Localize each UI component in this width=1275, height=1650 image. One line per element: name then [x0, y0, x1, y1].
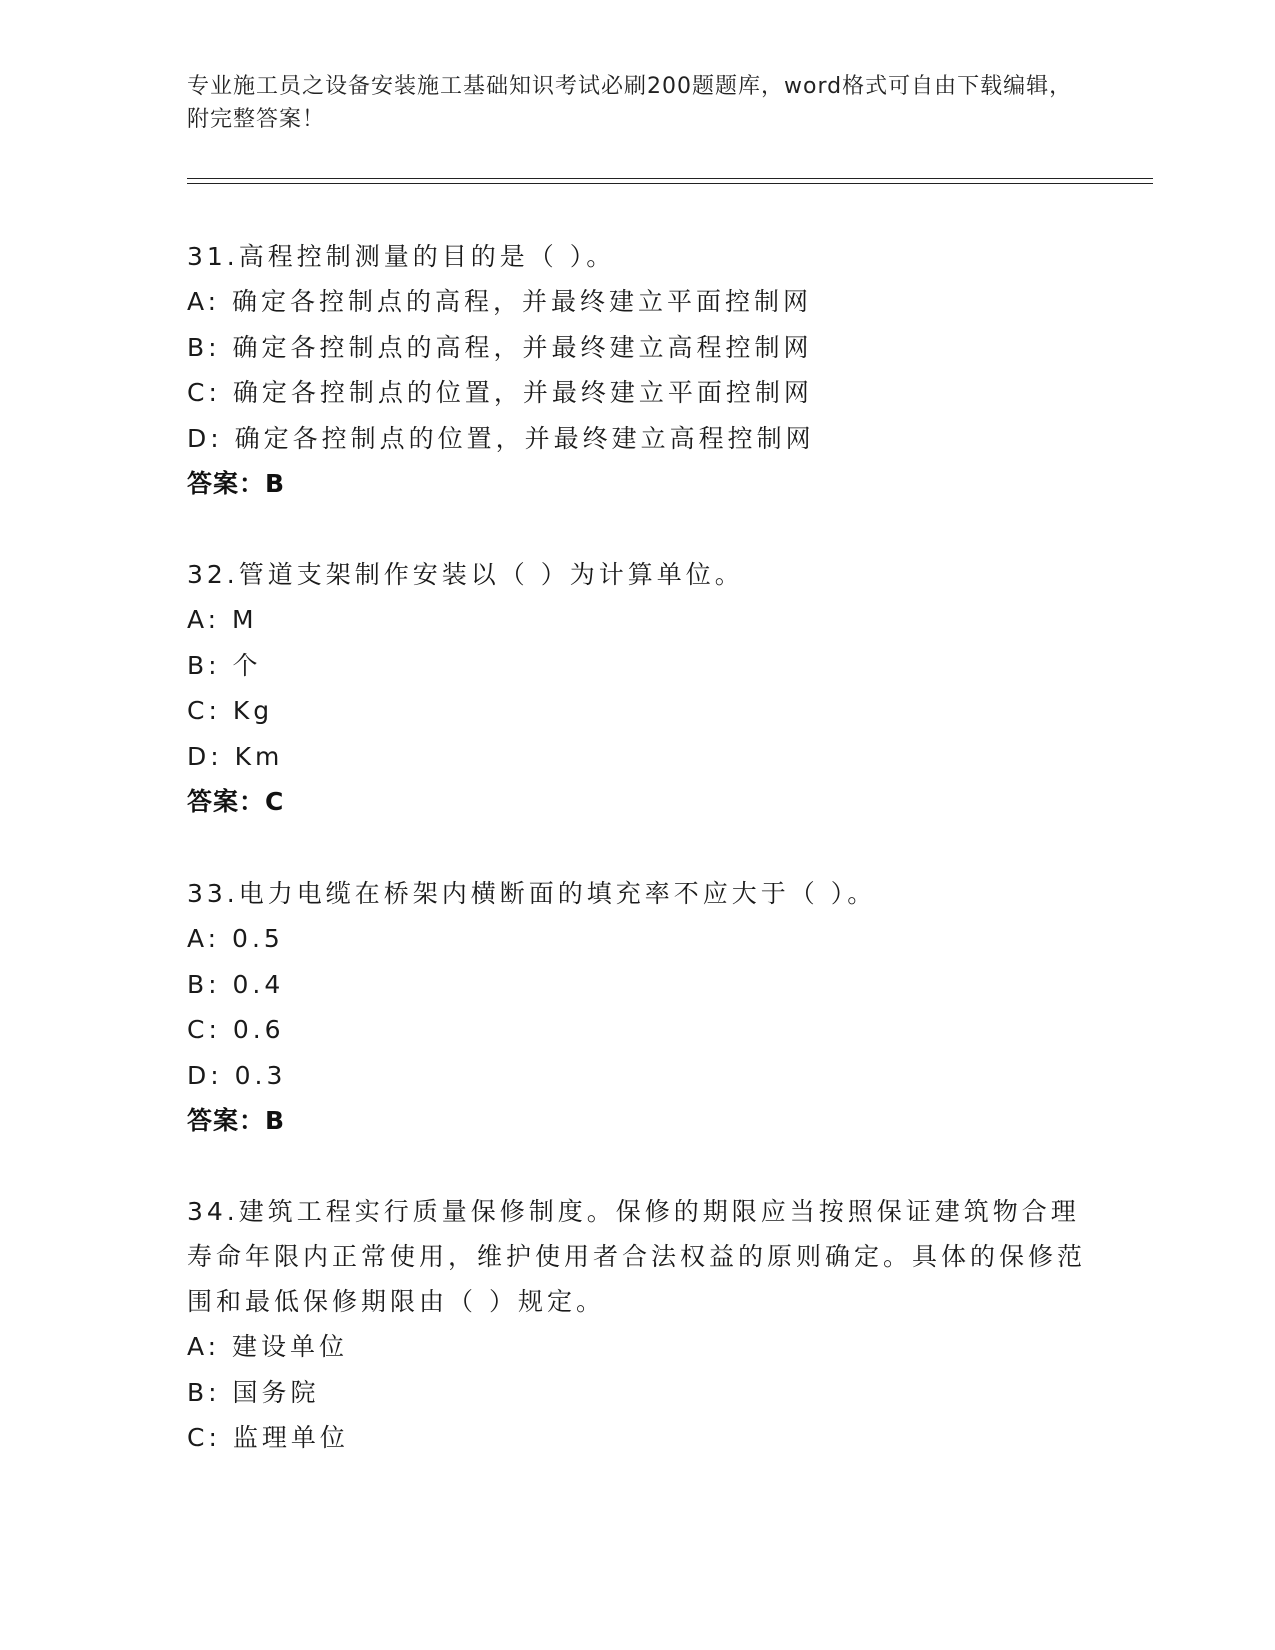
- header-divider-bottom: [187, 183, 1153, 184]
- option-c: C: 监理单位: [187, 1423, 349, 1452]
- question-31: [187, 234, 1087, 506]
- option-c: C: 确定各控制点的位置，并最终建立平面控制网: [187, 378, 813, 407]
- question-34: [187, 1189, 1087, 1461]
- question-stem: 33.电力电缆在桥架内横断面的填充率不应大于（ ）。: [187, 879, 877, 908]
- option-c: C: 0.6: [187, 1015, 285, 1044]
- option-b: B: 国务院: [187, 1377, 320, 1407]
- option-b: B: 0.4: [187, 969, 285, 999]
- header-title: 专业施工员之设备安装施工基础知识考试必刷200题题库，word格式可自由下载编辑，附完整答案！: [187, 74, 1073, 132]
- question-stem: 31.高程控制测量的目的是（ ）。: [187, 242, 616, 271]
- question-33: [187, 871, 1087, 1143]
- question-stem: 34.建筑工程实行质量保修制度。保修的期限应当按照保证建筑物合理寿命年限内正常使用，维护使用者合法权益的原则确定。具体的保修范围和最低保修期限由（ ）规定。: [187, 1197, 1087, 1316]
- option-d: D: 0.3: [187, 1060, 287, 1090]
- option-a: A: 确定各控制点的高程，并最终建立平面控制网: [187, 287, 813, 316]
- option-a: A: 建设单位: [187, 1332, 349, 1361]
- option-a: A: 0.5: [187, 924, 284, 953]
- document-header: [187, 70, 1077, 136]
- answer: 答案：C: [187, 787, 285, 816]
- option-c: C: Kg: [187, 696, 274, 725]
- option-d: D: 确定各控制点的位置，并最终建立高程控制网: [187, 423, 815, 453]
- header-divider-top: [187, 178, 1153, 179]
- option-a: A: M: [187, 605, 258, 634]
- question-stem: 32.管道支架制作安装以（ ）为计算单位。: [187, 560, 744, 589]
- option-d: D: Km: [187, 741, 284, 771]
- question-32: [187, 552, 1087, 824]
- answer: 答案：B: [187, 1106, 286, 1135]
- option-b: B: 确定各控制点的高程，并最终建立高程控制网: [187, 332, 813, 362]
- option-b: B: 个: [187, 650, 262, 680]
- answer: 答案：B: [187, 469, 286, 498]
